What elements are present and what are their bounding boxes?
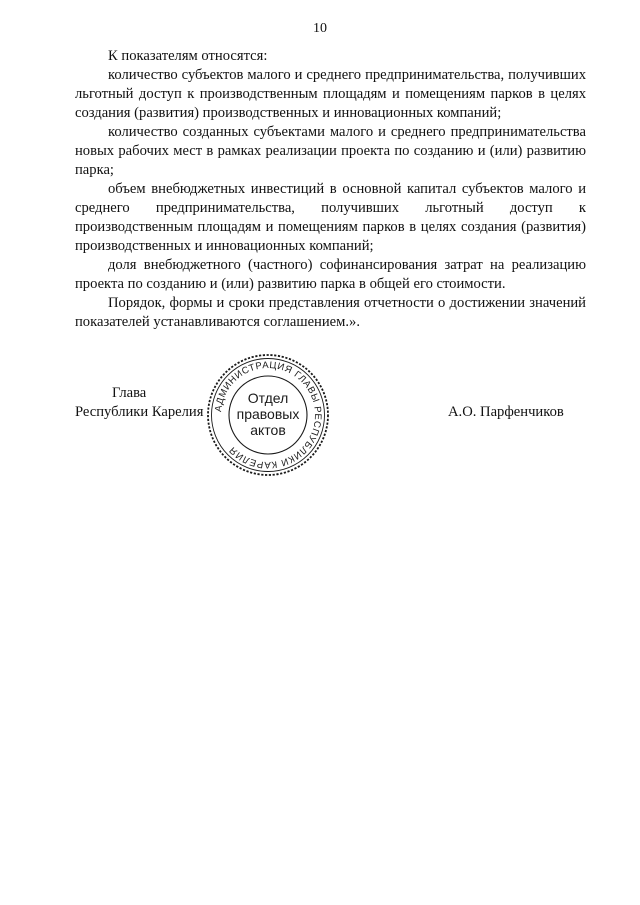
paragraph-reporting: Порядок, формы и сроки представления отчетности о достижении значений показателей устанавливаются соглашением.». — [75, 295, 586, 330]
paragraph-indicator-1: количество субъектов малого и среднего предпринимательства, получивших льготный доступ к производственным площадям и помещениям парков в целях создания (развития) производственных и инновационных компаний; — [75, 67, 586, 121]
paragraph-indicator-3: объем внебюджетных инвестиций в основной капитал субъектов малого и среднего предпринимательства, получивших льготный доступ к производственным площадям и помещениям парков в целях создания (развития) производственных и инновационных компаний; — [75, 181, 586, 254]
paragraph-intro: К показателям относятся: — [108, 48, 268, 64]
page-number: 10 — [313, 21, 327, 36]
stamp-center-line-2: правовых — [236, 406, 300, 422]
stamp-center-line-3: актов — [250, 422, 286, 438]
official-stamp — [205, 352, 331, 478]
paragraph-indicator-2: количество созданных субъектами малого и среднего предпринимательства новых рабочих мест в рамках реализации проекта по созданию и (или) развитию парка; — [75, 124, 586, 178]
signatory-title: Глава — [112, 385, 147, 401]
signatory-name: А.О. Парфенчиков — [448, 404, 564, 420]
signatory-organization: Республики Карелия — [75, 404, 204, 420]
stamp-ring-text: АДМИНИСТРАЦИЯ ГЛАВЫ РЕСПУБЛИКИ КАРЕЛИЯ — [213, 359, 324, 471]
document-body — [75, 47, 586, 332]
stamp-center-line-1: Отдел — [247, 390, 289, 406]
paragraph-indicator-4: доля внебюджетного (частного) софинансирования затрат на реализацию проекта по созданию и (или) развитию парка в общей его стоимости. — [75, 257, 586, 292]
